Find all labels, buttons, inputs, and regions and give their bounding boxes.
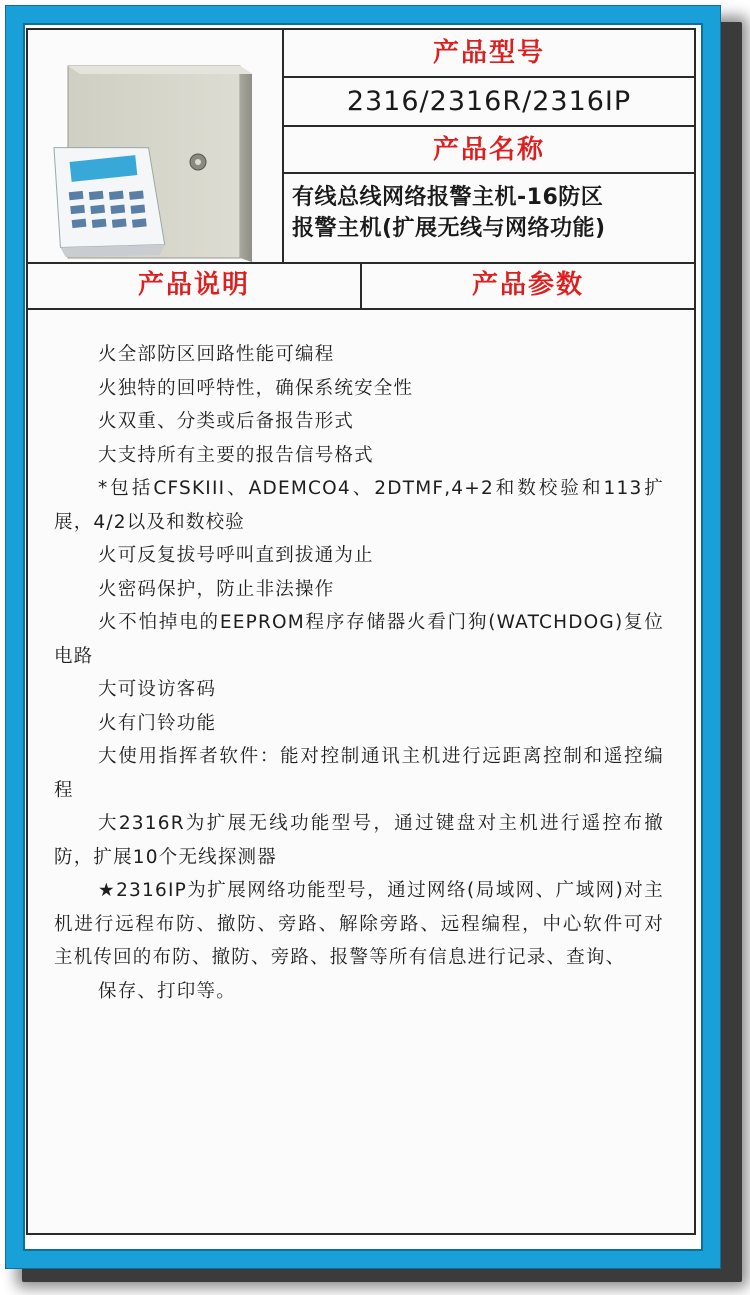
tab-description-label: 产品说明 xyxy=(137,270,250,300)
description-paragraph: 火有门铃功能 xyxy=(98,712,217,734)
model-value-cell xyxy=(284,78,694,127)
description-paragraph: 大支持所有主要的报告信号格式 xyxy=(98,444,374,466)
section-tabs xyxy=(28,262,694,310)
model-value: 2316/2316R/2316IP xyxy=(346,86,632,117)
alarm-panel-image xyxy=(28,30,282,262)
tab-parameters-label: 产品参数 xyxy=(471,270,584,300)
description-paragraph: 火不怕掉电的EEPROM程序存储器火看门狗(WATCHDOG)复位电路 xyxy=(54,612,664,667)
tab-description[interactable] xyxy=(28,262,362,308)
name-value-cell xyxy=(284,174,694,262)
description-paragraph: 火独特的回呼特性，确保系统安全性 xyxy=(98,377,414,399)
description-paragraph: 保存、打印等。 xyxy=(98,980,236,1002)
description-paragraph: 火双重、分类或后备报告形式 xyxy=(98,411,355,432)
description-paragraph: 火全部防区回路性能可编程 xyxy=(98,344,335,365)
tab-parameters[interactable] xyxy=(362,262,694,308)
description-paragraph: *包括CFSKIII、ADEMCO4、2DTMF,4+2和数校验和113扩展，4/2以及和数校验 xyxy=(54,478,664,533)
description-paragraph: ★2316IP为扩展网络功能型号，通过网络(局域网、广域网)对主机进行远程布防、撤防、旁路、解除旁路、远程编程，中心软件可对主机传回的布防、撤防、旁路、报警等所有信息进行记录、查询、 xyxy=(54,880,664,968)
name-label-cell xyxy=(284,127,694,174)
description-paragraph: 大使用指挥者软件：能对控制通讯主机进行远距离控制和遥控编程 xyxy=(54,746,664,801)
name-label: 产品名称 xyxy=(432,135,545,165)
product-card xyxy=(26,28,696,1235)
description-body xyxy=(54,338,664,1008)
model-label: 产品型号 xyxy=(432,38,545,68)
name-value-line1: 有线总线网络报警主机-16防区 xyxy=(292,185,604,210)
model-label-cell xyxy=(284,30,694,78)
name-value-line2: 报警主机(扩展无线与网络功能) xyxy=(292,216,606,241)
description-paragraph: 大2316R为扩展无线功能型号，通过键盘对主机进行遥控布撤防，扩展10个无线探测器 xyxy=(54,813,664,868)
product-header xyxy=(28,30,694,264)
product-photo xyxy=(28,30,284,262)
description-paragraph: 大可设访客码 xyxy=(98,679,217,700)
description-paragraph: 火可反复拔号呼叫直到拔通为止 xyxy=(98,545,374,566)
description-paragraph: 火密码保护，防止非法操作 xyxy=(98,578,335,600)
